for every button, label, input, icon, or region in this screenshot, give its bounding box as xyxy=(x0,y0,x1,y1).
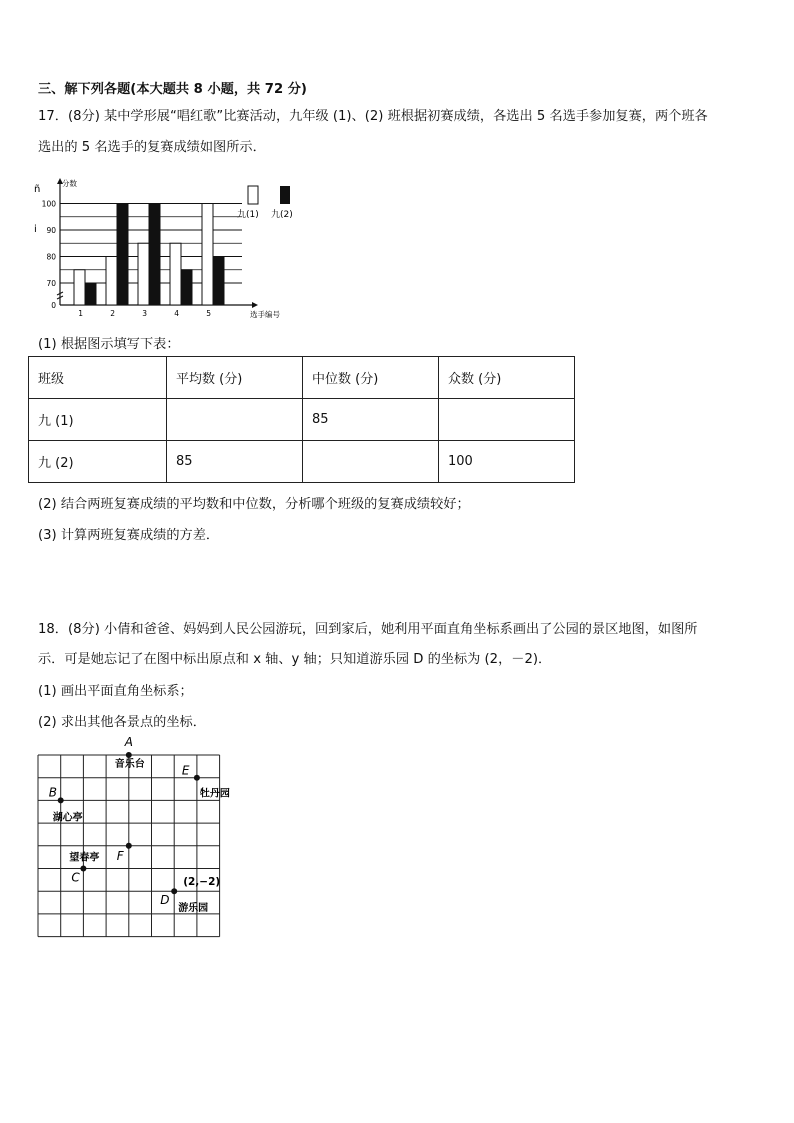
q17-sub3: (3) 计算两班复赛成绩的方差． xyxy=(38,528,220,543)
map-point-name: 湖心亭 xyxy=(52,812,83,824)
y-tick-label: 100 xyxy=(41,199,56,209)
table-header-cell: 班级 xyxy=(29,357,167,399)
map-point-coord: (2,−2) xyxy=(183,876,221,889)
q18-sub1: (1) 画出平面直角坐标系； xyxy=(38,684,193,699)
q18-sub2: (2) 求出其他各景点的坐标． xyxy=(38,715,206,730)
map-point-C xyxy=(80,866,86,872)
table-row xyxy=(29,399,575,441)
x-tick-label: 1 xyxy=(78,309,83,318)
map-point-B xyxy=(58,797,64,803)
table-cell: 85 xyxy=(167,441,303,483)
table-cell xyxy=(303,441,439,483)
chart-legend xyxy=(234,184,314,224)
table-cell xyxy=(439,399,575,441)
x-axis-label: 选手编号 xyxy=(250,310,280,319)
map-point-letter: D xyxy=(160,893,170,908)
q17-line2: 选出的 5 名选手的复赛成绩如图所示． xyxy=(38,140,266,155)
map-point-F xyxy=(126,843,132,849)
y-tick-label: 70 xyxy=(46,279,56,288)
map-point-letter: E xyxy=(181,763,190,778)
map-point-E xyxy=(194,775,200,781)
q17-line1: 17．(8分) 某中学形展“唱红歌”比赛活动，九年级 (1)、(2) 班根据初赛成绩，各选出 5 名选手参加复赛，两个班各 xyxy=(38,109,708,124)
q17-sub1: (1) 根据图示填写下表： xyxy=(38,337,180,352)
y-tick-label: 80 xyxy=(46,252,56,262)
map-point-letter: B xyxy=(48,785,57,800)
table-cell: 100 xyxy=(439,441,575,483)
map-point-letter: A xyxy=(124,735,134,749)
map-point-letter: C xyxy=(71,870,80,885)
table-cell xyxy=(167,399,303,441)
bar-class1-4 xyxy=(170,243,181,305)
map-grid xyxy=(38,735,230,937)
table-header-cell: 众数 (分) xyxy=(439,357,575,399)
table-cell: 85 xyxy=(303,399,439,441)
map-point-name: 音乐台 xyxy=(114,759,145,770)
q18-line1: 18．(8分) 小倩和爸爸、妈妈到人民公园游玩，回到家后，她利用平面直角坐标系画出了公园的景区地图，如图所 xyxy=(38,622,698,637)
bar-class1-5 xyxy=(202,204,213,306)
q17-sub2: (2) 结合两班复赛成绩的平均数和中位数，分析哪个班级的复赛成绩较好； xyxy=(38,497,470,512)
map-point-D xyxy=(171,888,177,894)
bar-class1-1 xyxy=(74,270,85,305)
x-tick-label: 3 xyxy=(142,309,147,318)
map-point-A xyxy=(126,752,132,758)
y-tick-label: 0 xyxy=(51,301,56,310)
bar-class2-3 xyxy=(149,204,160,306)
table-header-cell: 中位数 (分) xyxy=(303,357,439,399)
bar-class2-1 xyxy=(85,283,96,305)
legend-label-class2: 九(2) xyxy=(271,210,293,220)
table-cell: 九 (1) xyxy=(29,399,167,441)
x-tick-label: 2 xyxy=(110,309,115,318)
bar-class2-5 xyxy=(213,257,224,306)
side-fragment-top: ñ xyxy=(34,184,41,195)
map-point-name: 游乐园 xyxy=(178,903,209,915)
side-fragment-mid: i xyxy=(34,224,37,235)
map-point-name: 望春亭 xyxy=(69,852,100,864)
legend-swatch-class2 xyxy=(280,186,290,204)
bar-class2-2 xyxy=(117,204,128,306)
x-tick-label: 4 xyxy=(174,309,179,318)
park-map xyxy=(30,735,250,965)
x-axis-arrow xyxy=(252,302,258,308)
map-point-letter: F xyxy=(116,848,124,863)
bar-class1-3 xyxy=(138,243,149,305)
map-point-name: 牡丹园 xyxy=(199,788,230,800)
section-heading: 三、解下列各题(本大题共 8 小题，共 72 分) xyxy=(38,82,307,97)
y-axis-label: 分数 xyxy=(62,179,77,188)
y-tick-label: 90 xyxy=(46,226,56,235)
bar-class2-4 xyxy=(181,270,192,305)
table-cell: 九 (2) xyxy=(29,441,167,483)
table-header-row xyxy=(29,357,575,399)
bar-class1-2 xyxy=(106,257,117,306)
legend-label-class1: 九(1) xyxy=(237,210,259,220)
score-table xyxy=(28,356,575,483)
q18-line2: 示．可是她忘记了在图中标出原点和 x 轴、y 轴；只知道游乐园 D 的坐标为 (2，－2)． xyxy=(38,652,552,667)
legend-swatch-class1 xyxy=(248,186,258,204)
table-header-cell: 平均数 (分) xyxy=(167,357,303,399)
x-tick-label: 5 xyxy=(206,309,211,318)
table-row xyxy=(29,441,575,483)
